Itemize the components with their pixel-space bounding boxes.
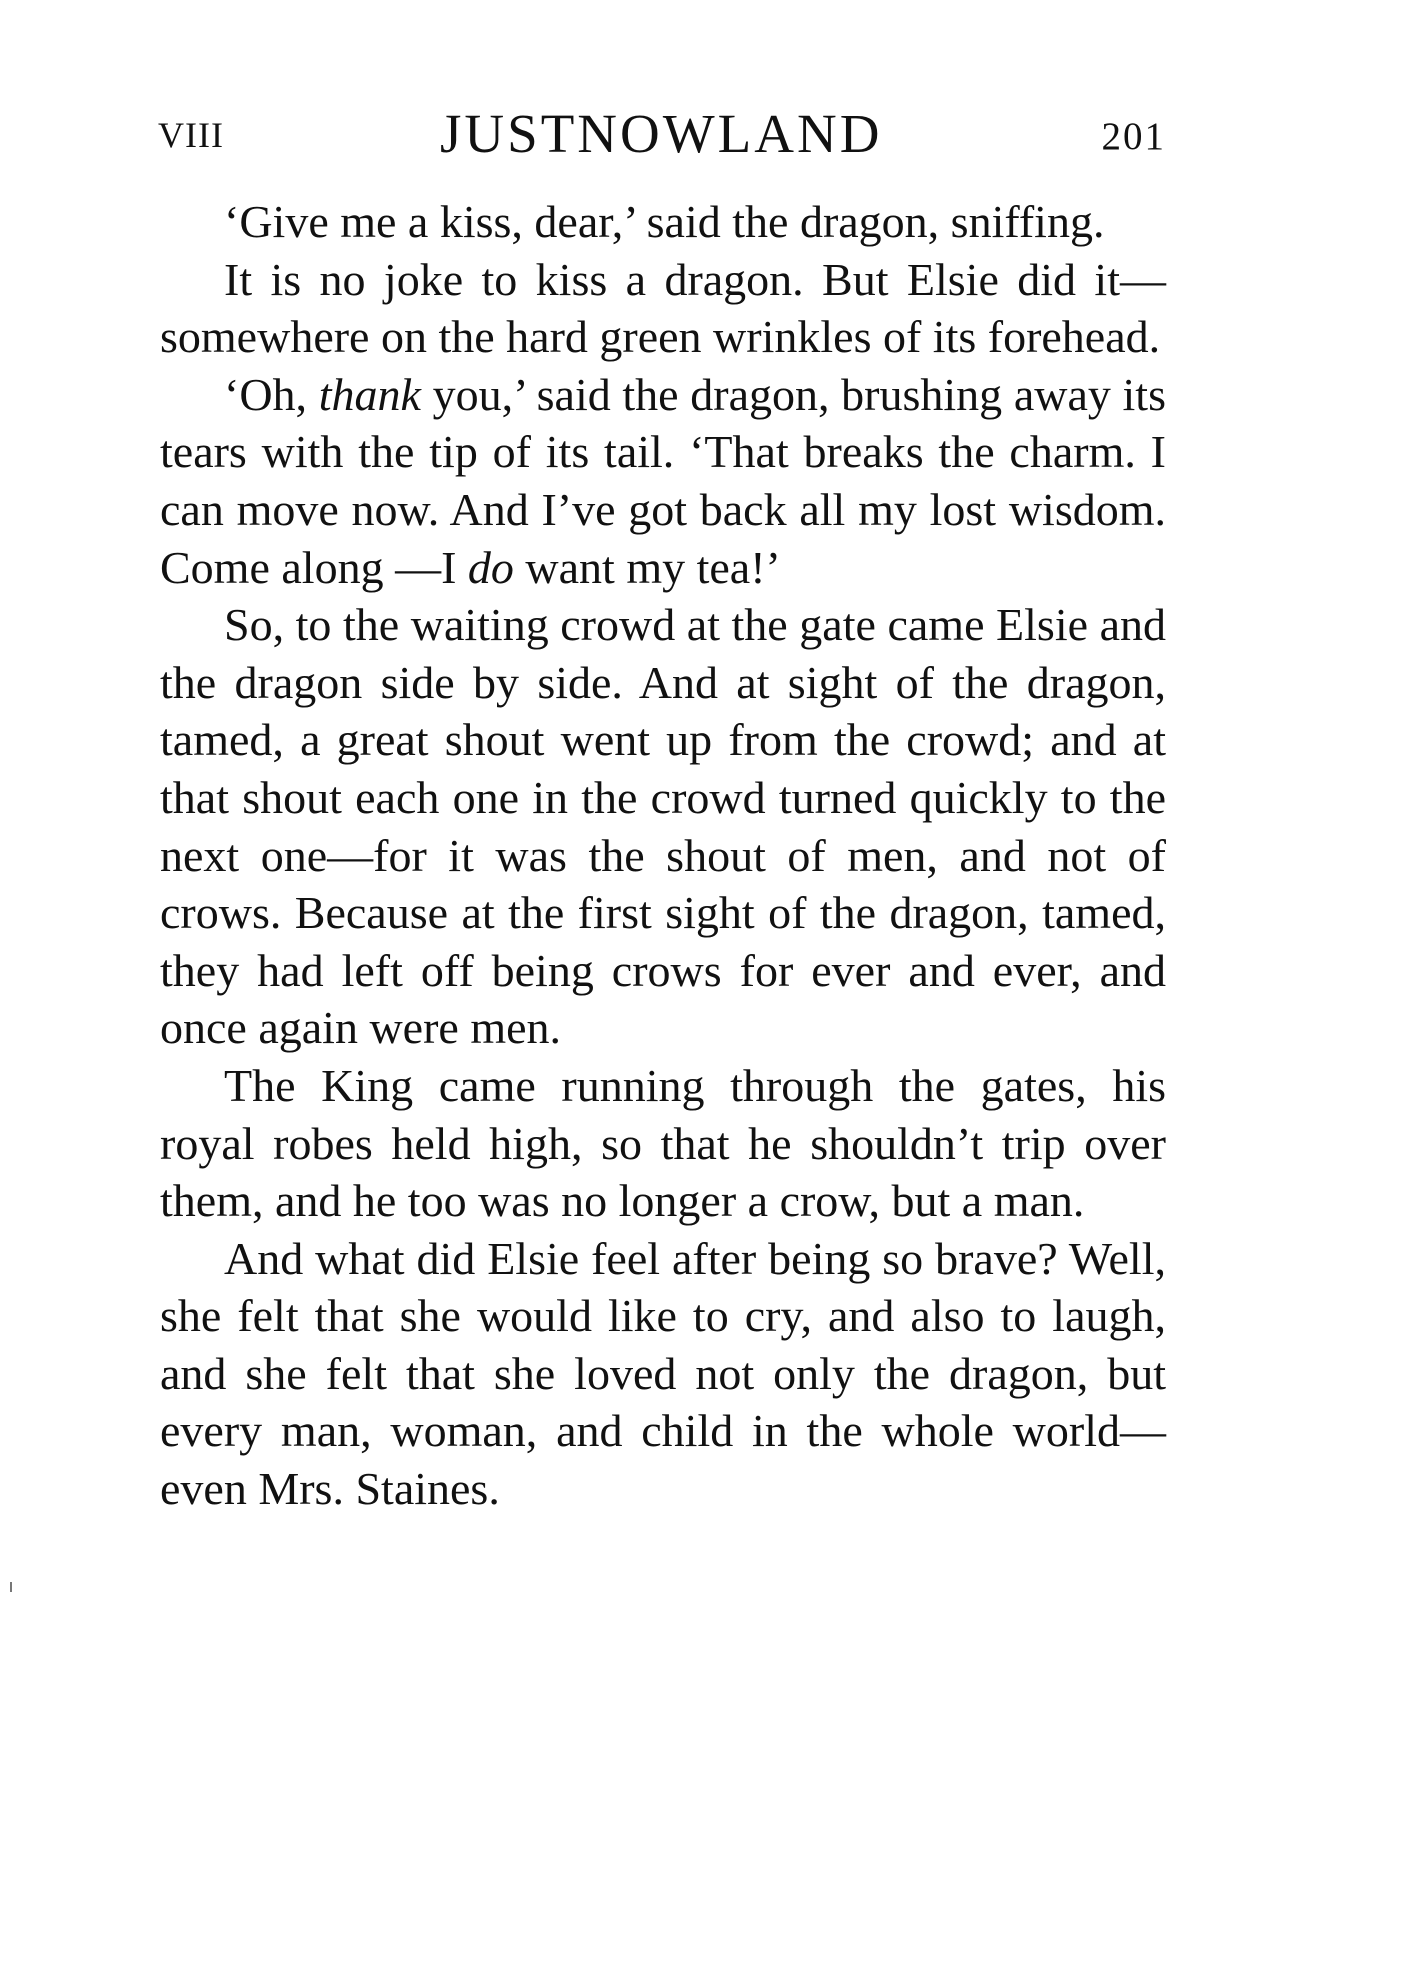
running-title: JUSTNOWLAND <box>440 103 883 164</box>
chapter-number: VIII <box>158 115 224 155</box>
running-head <box>158 102 1166 164</box>
text-run: It is no joke to kiss a dragon. But Elsie did it—somewhere on the hard green wrinkles of its forehead. <box>160 253 1166 363</box>
body-text <box>160 193 1166 1518</box>
text-run: So, to the waiting crowd at the gate came Elsie and the dragon side by side. And at sight of the dragon, tamed, a great shout went up from the crowd; and at that shout each one in the crowd turned quickly to the next one—for it was the shout of men, and not of crows. Because at the first sight of the dragon, tamed, they had left off being crows for ever and ever, and once again were men. <box>160 599 1166 1054</box>
paragraph <box>160 1057 1166 1230</box>
text-run: And what did Elsie feel after being so brave? Well, she felt that she would like to cry, and also to laugh, and she felt that she loved not only the dragon, but every man, woman, and child in the whole world—even Mrs. Staines. <box>160 1232 1166 1515</box>
paragraph <box>160 596 1166 1057</box>
paragraph <box>160 193 1166 251</box>
text-run: ‘Oh, <box>224 368 319 420</box>
text-run: ‘Give me a kiss, dear,’ said the dragon, sniffing. <box>224 196 1105 247</box>
paragraph <box>160 366 1166 596</box>
italic-emphasis: thank <box>318 368 421 420</box>
scan-speck <box>10 1582 12 1592</box>
text-run: want my tea!’ <box>513 541 781 593</box>
text-run: you,’ said the dragon, brushing away its tears with the tip of its tail. ‘That breaks the charm. I can move now. And I’ve got back all my lost wisdom. Come along —I <box>160 368 1166 593</box>
text-run: The King came running through the gates, his royal robes held high, so that he shouldn’t trip over them, and he too was no longer a crow, but a man. <box>160 1059 1166 1227</box>
page-number: 201 <box>1101 115 1166 158</box>
italic-emphasis: do <box>467 541 514 593</box>
paragraph <box>160 1230 1166 1518</box>
paragraph <box>160 251 1166 366</box>
